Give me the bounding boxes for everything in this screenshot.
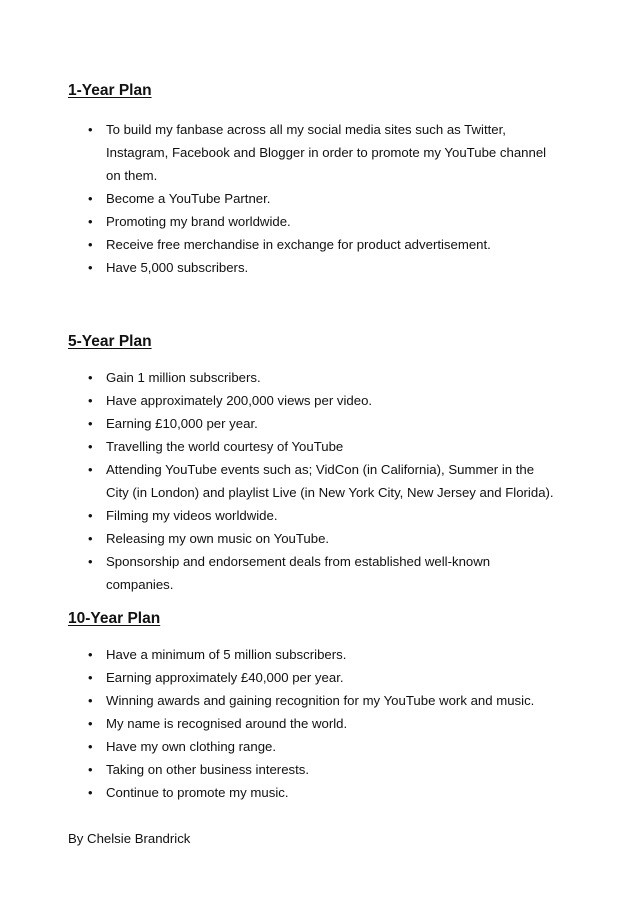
section-heading: 1-Year Plan [68,82,152,99]
bullet-icon: • [88,191,93,206]
list-item-text: Become a YouTube Partner. [106,191,271,206]
list-item-text: Sponsorship and endorsement deals from established well-known companies. [106,554,491,592]
list-item-text: Filming my videos worldwide. [106,508,278,523]
list-item [88,389,558,412]
list-item-text: Earning £10,000 per year. [106,416,258,431]
bullet-icon: • [88,693,93,708]
list-item [88,458,558,504]
list-item [88,118,558,187]
list-item [88,689,558,712]
list-item-text: Taking on other business interests. [106,762,310,777]
list-item [88,643,558,666]
list-item-text: Have 5,000 subscribers. [106,260,249,275]
list-item [88,210,558,233]
list-item [88,758,558,781]
section-5-year-plan [68,332,588,592]
list-item [88,504,558,527]
bullet-icon: • [88,647,93,662]
bullet-icon: • [88,554,93,569]
list-item [88,735,558,758]
bullet-icon: • [88,739,93,754]
section-heading: 10-Year Plan [68,610,161,627]
plan-list [88,118,558,279]
list-item-text: Attending YouTube events such as; VidCon (in California), Summer in the City (in London) and playlist Live (in New York City, New Jersey and Florida). [106,462,554,500]
bullet-icon: • [88,214,93,229]
list-item [88,256,558,279]
list-item [88,187,558,210]
bullet-icon: • [88,370,93,385]
list-item-text: Receive free merchandise in exchange for product advertisement. [106,237,491,252]
list-item [88,666,558,689]
bullet-icon: • [88,260,93,275]
list-item-text: Releasing my own music on YouTube. [106,531,330,546]
section-10-year-plan [68,609,588,800]
list-item [88,712,558,735]
list-item [88,550,558,596]
bullet-icon: • [88,531,93,546]
bullet-icon: • [88,716,93,731]
list-item-text: To build my fanbase across all my social media sites such as Twitter, Instagram, Facebook and Blogger in order to promote my YouTube channel on them. [106,122,547,183]
section-1-year-plan [68,81,588,275]
author-credit: By Chelsie Brandrick [68,831,191,846]
list-item-text: Gain 1 million subscribers. [106,370,261,385]
list-item-text: Promoting my brand worldwide. [106,214,291,229]
bullet-icon: • [88,762,93,777]
list-item-text: Have my own clothing range. [106,739,277,754]
bullet-icon: • [88,122,93,137]
list-item [88,527,558,550]
bullet-icon: • [88,462,93,477]
bullet-icon: • [88,670,93,685]
plan-list [88,366,558,596]
list-item [88,233,558,256]
plan-list [88,643,558,804]
bullet-icon: • [88,439,93,454]
list-item [88,366,558,389]
list-item [88,412,558,435]
bullet-icon: • [88,508,93,523]
bullet-icon: • [88,785,93,800]
list-item-text: Have approximately 200,000 views per video. [106,393,373,408]
list-item-text: Have a minimum of 5 million subscribers. [106,647,347,662]
list-item-text: Travelling the world courtesy of YouTube [106,439,344,454]
bullet-icon: • [88,393,93,408]
list-item-text: Winning awards and gaining recognition for my YouTube work and music. [106,693,535,708]
list-item [88,781,558,804]
list-item-text: My name is recognised around the world. [106,716,348,731]
list-item-text: Earning approximately £40,000 per year. [106,670,344,685]
bullet-icon: • [88,416,93,431]
list-item [88,435,558,458]
section-heading: 5-Year Plan [68,333,152,350]
list-item-text: Continue to promote my music. [106,785,289,800]
bullet-icon: • [88,237,93,252]
